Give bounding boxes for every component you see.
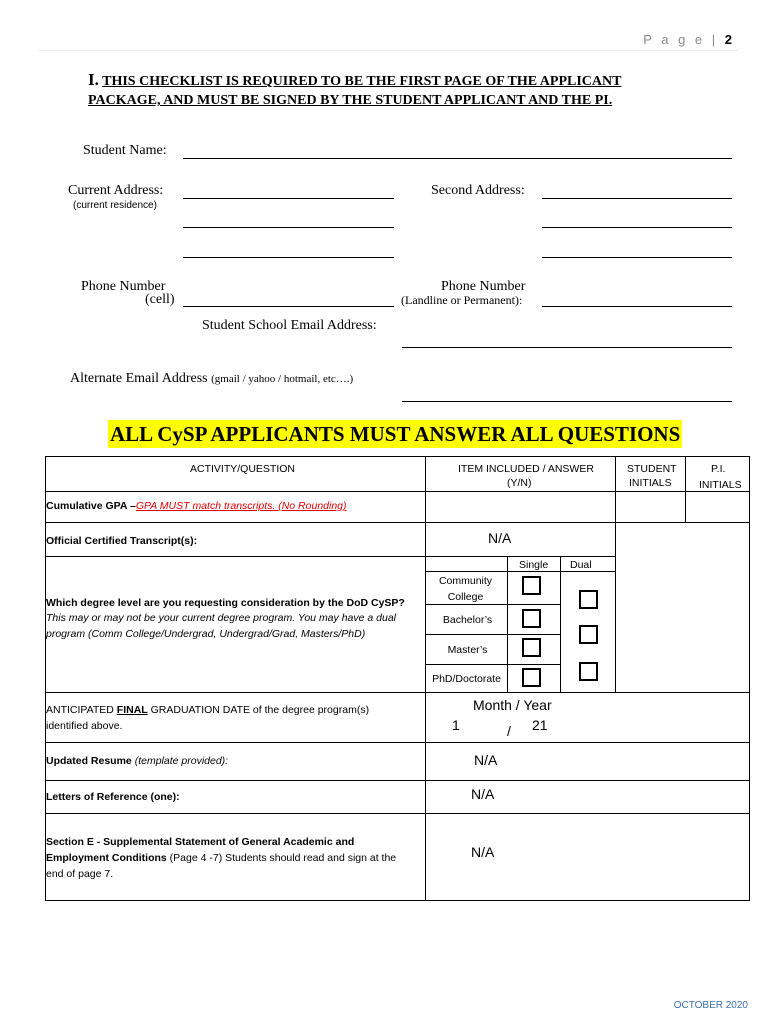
resume-label: Updated Resume (46, 755, 132, 767)
checkbox-dual-2[interactable] (579, 625, 598, 644)
resume-answer[interactable]: N/A (474, 752, 498, 768)
grad-year[interactable]: 21 (532, 717, 548, 733)
resume-row-label (46, 753, 228, 769)
gpa-row-label (46, 498, 347, 514)
grad-rest: GRADUATION DATE of the degree program(s) identified above. (46, 704, 370, 732)
phone-cell-label: Phone Number (81, 279, 166, 294)
degree-question: Which degree level are you requesting consideration by the DoD CySP? (46, 597, 405, 609)
single-header: Single (519, 559, 549, 571)
level-community-college: Community College (438, 575, 493, 603)
checkbox-dual-1[interactable] (579, 590, 598, 609)
section-e-title: Section E - Supplemental Statement of General Academic and Employment Conditions (46, 836, 355, 864)
grad-slash: / (507, 723, 511, 739)
page-number-value: 2 (724, 32, 732, 47)
header-activity: ACTIVITY/QUESTION (190, 463, 296, 475)
dual-header: Dual (570, 559, 592, 571)
level-masters: Master’s (447, 644, 488, 656)
checkbox-masters-single[interactable] (522, 638, 541, 657)
section-e-label (46, 834, 406, 882)
header-pi-initials: INITIALS (699, 479, 742, 491)
header-yn: (Y/N) (507, 477, 532, 489)
cell-label: (cell) (145, 292, 175, 307)
section-title-line1: THIS CHECKLIST IS REQUIRED TO BE THE FIRST PAGE OF THE APPLICANT (102, 74, 622, 89)
grad-month[interactable]: 1 (452, 717, 460, 733)
month-year-label: Month / Year (473, 697, 552, 713)
level-bachelors: Bachelor’s (442, 614, 493, 626)
student-name-label: Student Name: (83, 143, 167, 158)
checkbox-dual-3[interactable] (579, 662, 598, 681)
page-label: P a g e | (643, 32, 719, 47)
letters-answer[interactable]: N/A (471, 786, 495, 802)
landline-label: (Landline or Permanent): (401, 293, 523, 307)
level-phd: PhD/Doctorate (432, 673, 501, 685)
section-e-rest: (Page 4 -7) Students should read and sign at the end of page 7. (46, 852, 397, 880)
checkbox-bachelors-single[interactable] (522, 609, 541, 628)
school-email-label: Student School Email Address: (202, 318, 377, 333)
gpa-label: Cumulative GPA – (46, 500, 136, 512)
graduation-label (46, 702, 406, 734)
section-e-answer[interactable]: N/A (471, 844, 495, 860)
header-pi: P.I. (711, 463, 726, 475)
alt-email-hint: (gmail / yahoo / hotmail, etc….) (211, 373, 354, 385)
transcript-label: Official Certified Transcript(s): (46, 535, 198, 547)
current-address-label: Current Address: (68, 183, 164, 198)
header-student: STUDENT (627, 463, 677, 475)
gpa-note: GPA MUST match transcripts. (No Rounding) (135, 500, 347, 512)
phone-landline-label: Phone Number (441, 279, 526, 294)
letters-label: Letters of Reference (one): (46, 791, 180, 803)
grad-prefix: ANTICIPATED (46, 704, 117, 716)
section-numeral: I. (88, 70, 99, 89)
header-student-initials: INITIALS (629, 477, 672, 489)
header-item: ITEM INCLUDED / ANSWER (458, 463, 594, 475)
applicants-banner: ALL CySP APPLICANTS MUST ANSWER ALL QUESTIONS (110, 422, 681, 446)
section-title-line2: PACKAGE, AND MUST BE SIGNED BY THE STUDENT APPLICANT AND THE PI. (88, 93, 613, 108)
current-residence-note: (current residence) (73, 200, 157, 211)
footer-date: OCTOBER 2020 (673, 1000, 748, 1011)
grad-final: FINAL (116, 704, 148, 716)
second-address-label: Second Address: (431, 183, 525, 198)
resume-note: (template provided): (134, 755, 229, 767)
degree-note: This may or may not be your current degree program. You may have a dual program (Comm College/Undergrad, Undergrad/Grad, Masters/PhD) (46, 612, 396, 640)
alt-email-text: Alternate Email Address (70, 371, 208, 386)
transcript-answer[interactable]: N/A (488, 530, 512, 546)
checkbox-cc-single[interactable] (522, 576, 541, 595)
checkbox-phd-single[interactable] (522, 668, 541, 687)
